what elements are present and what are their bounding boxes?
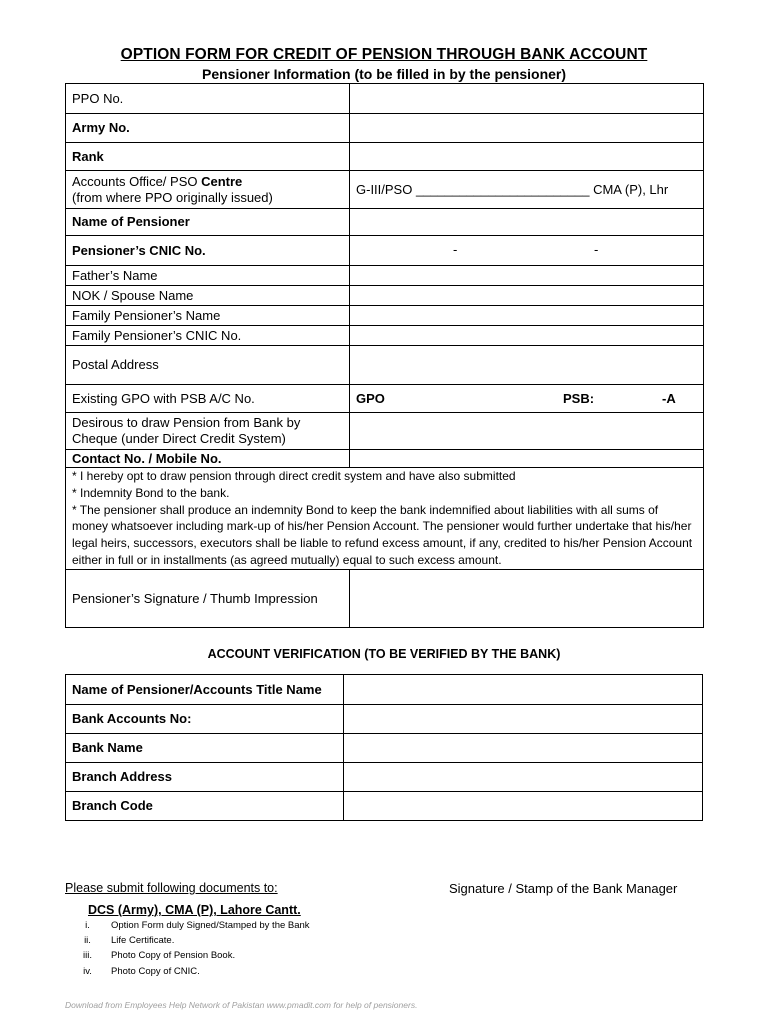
list-number: i. [85, 920, 90, 931]
verification-row-label: Branch Code [66, 792, 344, 821]
list-number: iv. [83, 965, 92, 977]
army-no-label: Army No. [66, 114, 350, 143]
verification-row-label: Bank Accounts No: [66, 705, 344, 734]
contact-field[interactable] [350, 450, 704, 468]
branch-code-field[interactable] [344, 792, 703, 821]
footer-note: Download from Employees Help Network of Pakistan www.pmadit.com for help of pensioners. [65, 1000, 418, 1010]
submit-heading: Please submit following documents to: [65, 881, 278, 895]
nok-spouse-field[interactable] [350, 286, 704, 306]
list-item [64, 918, 310, 933]
declaration-line3: * The pensioner shall produce an indemnity Bond to keep the bank indemnified about liabilities with all sums of money whatsoever including mark-up of his/her Pension Account. The pensioner would further undertake that his/her legal heirs, successors, executors shall be liable to refund excess amount, if any, credited to his/her Pension Account either in full or in installments (as agreed mutually) equal to such excess amount. [72, 502, 693, 567]
declaration-line1: * I hereby opt to draw pension through direct credit system and have also submitted [72, 469, 516, 483]
contact-label: Contact No. / Mobile No. [66, 450, 350, 468]
cnic-label: Pensioner’s CNIC No. [66, 236, 350, 266]
verification-row-label: Name of Pensioner/Accounts Title Name [66, 675, 344, 705]
verification-row-label: Bank Name [66, 734, 344, 763]
cnic-separator-2: - [594, 242, 599, 257]
submission-office: DCS (Army), CMA (P), Lahore Cantt. [88, 903, 301, 917]
accounts-office-line2: (from where PPO originally issued) [72, 189, 273, 205]
list-text: Option Form duly Signed/Stamped by the Bank [111, 920, 310, 931]
signature-field[interactable] [350, 570, 704, 628]
verification-heading: ACCOUNT VERIFICATION (TO BE VERIFIED BY THE BANK) [207, 647, 561, 661]
accounts-office-value: G-III/PSO ________________________ CMA (P), Lhr [356, 181, 669, 197]
fathers-name-field[interactable] [350, 266, 704, 286]
family-pensioner-cnic-field[interactable] [350, 326, 704, 346]
form-title: OPTION FORM FOR CREDIT OF PENSION THROUGH BANK ACCOUNT [120, 46, 648, 63]
signature-label: Pensioner’s Signature / Thumb Impression [66, 570, 350, 628]
declaration-box [66, 468, 704, 570]
verification-row-label: Branch Address [66, 763, 344, 792]
bank-name-field[interactable] [344, 734, 703, 763]
existing-gpo-field[interactable] [350, 385, 704, 413]
branch-address-field[interactable] [344, 763, 703, 792]
list-item [64, 964, 310, 979]
list-text: Photo Copy of Pension Book. [111, 950, 236, 962]
list-text: Life Certificate. [111, 935, 175, 947]
name-of-pensioner-field[interactable] [350, 209, 704, 236]
rank-field[interactable] [350, 143, 704, 171]
declaration-line2: * Indemnity Bond to the bank. [72, 485, 230, 500]
family-pensioner-name-field[interactable] [350, 306, 704, 326]
nok-spouse-label: NOK / Spouse Name [66, 286, 350, 306]
accounts-office-label [66, 171, 350, 209]
desirous-field[interactable] [350, 413, 704, 450]
pensioner-info-table [65, 83, 704, 628]
postal-address-label: Postal Address [66, 346, 350, 385]
desirous-line1: Desirous to draw Pension from Bank by [72, 415, 301, 430]
account-verification-table [65, 674, 703, 821]
postal-address-field[interactable] [350, 346, 704, 385]
ppo-no-field[interactable] [350, 84, 704, 114]
bank-manager-signature-label: Signature / Stamp of the Bank Manager [449, 881, 678, 896]
psb-suffix: -A [662, 391, 676, 406]
accounts-title-field[interactable] [344, 675, 703, 705]
list-number: iii. [83, 950, 92, 962]
list-item [64, 948, 310, 963]
family-pensioner-cnic-label: Family Pensioner’s CNIC No. [66, 326, 350, 346]
desirous-label [66, 413, 350, 450]
desirous-line2: Cheque (under Direct Credit System) [72, 431, 286, 446]
cnic-field[interactable] [350, 236, 704, 266]
family-pensioner-name-label: Family Pensioner’s Name [66, 306, 350, 326]
accounts-office-field[interactable] [350, 171, 704, 209]
accounts-office-centre: Centre [201, 173, 243, 189]
psb-label: PSB: [563, 391, 595, 406]
name-of-pensioner-label: Name of Pensioner [66, 209, 350, 236]
army-no-field[interactable] [350, 114, 704, 143]
list-text: Photo Copy of CNIC. [111, 965, 200, 977]
form-subtitle: Pensioner Information (to be filled in by the pensioner) [201, 66, 567, 82]
ppo-no-label: PPO No. [66, 84, 350, 114]
rank-label: Rank [66, 143, 350, 171]
documents-list [64, 918, 310, 979]
list-number: ii. [84, 935, 91, 947]
list-item [64, 933, 310, 948]
cnic-separator-1: - [453, 242, 458, 257]
gpo-label: GPO [356, 391, 385, 406]
existing-gpo-label: Existing GPO with PSB A/C No. [66, 385, 350, 413]
bank-account-no-field[interactable] [344, 705, 703, 734]
fathers-name-label: Father’s Name [66, 266, 350, 286]
accounts-office-prefix: Accounts Office/ PSO [72, 173, 202, 189]
